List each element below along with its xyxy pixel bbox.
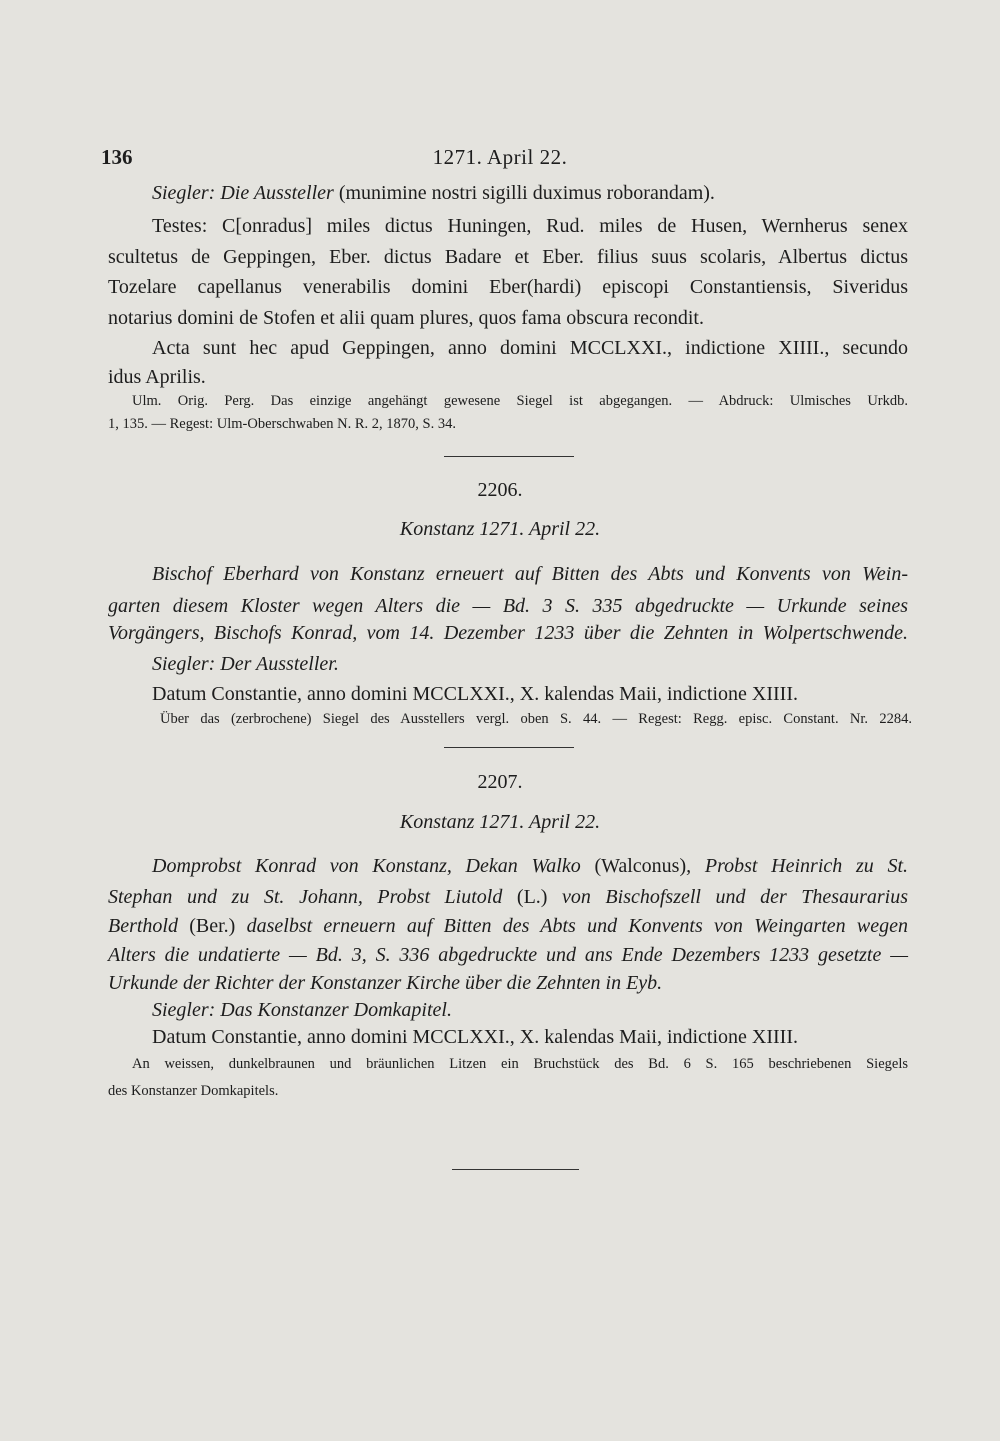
siegler-2206: Siegler: Der Aussteller.	[152, 653, 339, 675]
source-note-line-1: Ulm. Orig. Perg. Das einzige angehängt gewesene Siegel ist abgegangen. — Abdruck: Ulmisches Urkdb.	[132, 393, 908, 409]
summary-2207-line-1: Domprobst Konrad von Konstanz, Dekan Walko (Walconus), Probst Heinrich zu St.	[152, 855, 909, 877]
acta-line-2: idus Aprilis.	[108, 366, 206, 388]
siegler-2207: Siegler: Das Konstanzer Domkapitel.	[152, 999, 452, 1021]
place-date-2206: Konstanz 1271. April 22.	[399, 518, 601, 540]
summary-2207-line-2: Stephan und zu St. Johann, Probst Liutold (L.) von Bischofszell und der Thesaurarius	[108, 886, 908, 908]
summary-2207-line-3: Berthold (Ber.) daselbst erneuern auf Bitten des Abts und Konvents von Weingarten wegen	[108, 915, 908, 937]
testes-line-3: Tozelare capellanus venerabilis domini Eber(hardi) episcopi Constantiensis, Siveridus	[108, 276, 908, 298]
document-number-2206: 2206.	[477, 479, 523, 501]
document-number-2207: 2207.	[477, 771, 523, 793]
summary-2207-line-4: Alters die undatierte — Bd. 3, S. 336 abgedruckte und ans Ende Dezembers 1233 gesetzte —	[108, 944, 908, 966]
summary-2206-line-3: Vorgängers, Bischofs Konrad, vom 14. Dezember 1233 über die Zehnten in Wolpertschwende.	[108, 622, 908, 644]
summary-2207-line-5: Urkunde der Richter der Konstanzer Kirche über die Zehnten in Eyb.	[108, 972, 663, 994]
siegler-value: Die Aussteller	[220, 182, 334, 204]
note-2207-line-1: An weissen, dunkelbraunen und bräunlichen Litzen ein Bruchstück des Bd. 6 S. 165 beschriebenen Siegels	[132, 1056, 908, 1072]
separator-rule	[444, 747, 574, 748]
testes-line-4: notarius domini de Stofen et alii quam plures, quos fama obscura recondit.	[108, 307, 704, 329]
note-2207-line-2: des Konstanzer Domkapitels.	[108, 1083, 279, 1099]
datum-2207: Datum Constantie, anno domini MCCLXXI., X. kalendas Maii, indictione XIIII.	[152, 1026, 799, 1048]
testes-line-1: Testes: C[onradus] miles dictus Huningen, Rud. miles de Husen, Wernherus senex	[152, 215, 908, 237]
testes-line-2: scultetus de Geppingen, Eber. dictus Badare et Eber. filius suus scolaris, Albertus dictus	[108, 246, 908, 268]
running-title: 1271. April 22.	[432, 145, 568, 169]
separator-rule	[444, 456, 574, 457]
note-2206: Über das (zerbrochene) Siegel des Ausstellers vergl. oben S. 44. — Regest: Regg. episc. Constant. Nr. 2284.	[160, 711, 912, 727]
datum-2206: Datum Constantie, anno domini MCCLXXI., X. kalendas Maii, indictione XIIII.	[152, 683, 799, 705]
page-number: 136	[101, 145, 133, 169]
siegler-note: (munimine nostri sigilli duximus roborandam).	[338, 182, 715, 204]
summary-2206-line-1: Bischof Eberhard von Konstanz erneuert auf Bitten des Abts und Konvents von Wein-	[152, 563, 908, 585]
place-date-2207: Konstanz 1271. April 22.	[399, 811, 601, 833]
siegler-line-top: Siegler: Die Aussteller (munimine nostri sigilli duximus roborandam).	[152, 182, 715, 204]
separator-rule	[452, 1169, 579, 1170]
source-note-line-2: 1, 135. — Regest: Ulm-Oberschwaben N. R. 2, 1870, S. 34.	[108, 416, 456, 432]
summary-2206-line-2: garten diesem Kloster wegen Alters die — Bd. 3 S. 335 abgedruckte — Urkunde seines	[108, 595, 908, 617]
acta-line-1: Acta sunt hec apud Geppingen, anno domini MCCLXXI., indictione XIIII., secundo	[152, 337, 908, 359]
siegler-label: Siegler	[152, 182, 209, 204]
